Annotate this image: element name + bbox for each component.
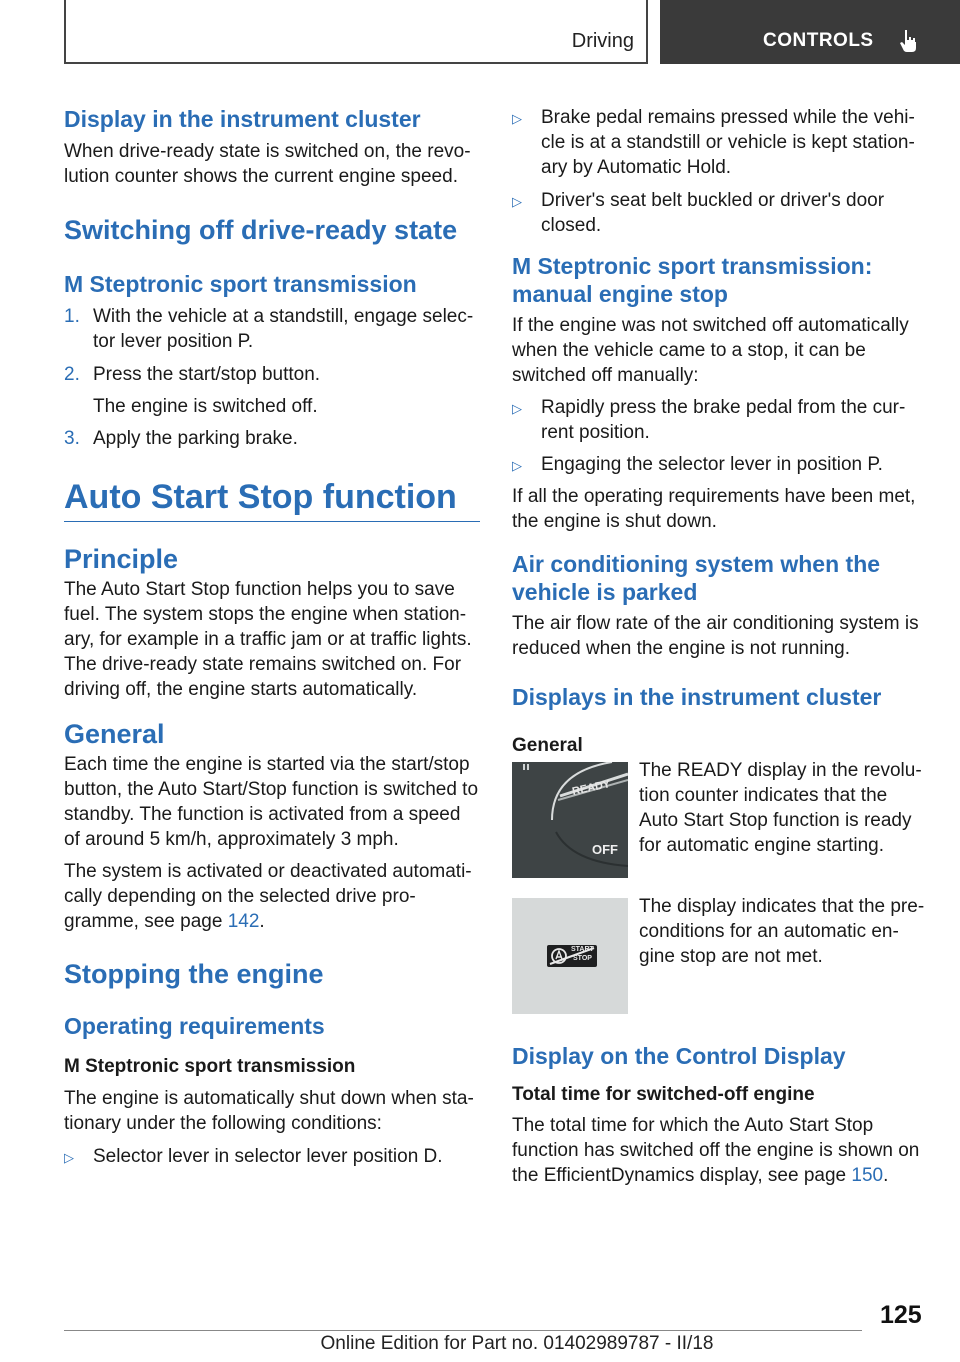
stop-label: STOP (573, 955, 592, 962)
opreq-bullets-cont (512, 105, 930, 238)
paragraph-manual: If the engine was not switched off automatically when the vehicle came to a stop, it can be switched off manually: (512, 315, 909, 386)
triangle-bullet-icon: ▷ (64, 1150, 74, 1165)
figure-ready-text: The READY display in the revolu-tion counter indicates that the Auto Start Stop function is ready for automatic engine starting. (639, 760, 922, 856)
steps-list (64, 304, 480, 451)
footer-rule (64, 1330, 862, 1331)
heading-aircon-parked: Air conditioning system when the vehicle is parked (512, 551, 881, 605)
figure-ready-display (512, 762, 930, 878)
list-item: The engine is switched off. (93, 396, 318, 417)
revolution-counter-icon (512, 762, 628, 878)
paragraph-manual-2: If all the operating requirements have been met, the engine is shut down. (512, 486, 916, 532)
paragraph-general-2: The system is activated or deactivated automati-cally depending on the selected drive pro-gramme, see page 142. (64, 861, 472, 932)
list-item: ▷ Engaging the selector lever in position P. (512, 452, 930, 477)
heading-display-instrument-cluster: Display in the instrument cluster (64, 106, 421, 132)
paragraph-principle: The Auto Start Stop function helps you to save fuel. The system stops the engine when station-ary, for example in a traffic jam or at traffic lights. The drive-ready state remains switched on. For driving off, the engine starts automatically. (64, 579, 472, 700)
list-item: ▷ Rapidly press the brake pedal from the cur-rent position. (512, 397, 906, 443)
triangle-bullet-icon: ▷ (512, 194, 522, 209)
heading-msport: M Steptronic sport transmission (64, 271, 417, 297)
ready-label: READY (571, 778, 612, 798)
footer-edition-wrap (0, 1333, 960, 1355)
page-link-150[interactable]: 150 (851, 1165, 884, 1186)
subheading-general: General (512, 735, 583, 756)
paragraph-display: When drive-ready state is switched on, the revo-lution counter shows the current engine speed. (64, 141, 471, 187)
header-section-title: Driving (571, 30, 634, 52)
subheading-msport: M Steptronic sport transmission (64, 1056, 356, 1077)
heading-manual-engine-stop: M Steptronic sport transmission: manual engine stop (512, 253, 873, 307)
triangle-bullet-icon: ▷ (512, 458, 522, 473)
figure-not-met-display (512, 898, 930, 1014)
off-label: OFF (592, 842, 618, 857)
triangle-bullet-icon: ▷ (512, 111, 522, 126)
opreq-bullets (64, 1144, 480, 1169)
footer-edition: Online Edition for Part no. 01402989787 - II/18 (320, 1333, 714, 1354)
page-number: 125 (880, 1301, 922, 1329)
steering-hand-icon (896, 28, 920, 54)
subheading-total-time: Total time for switched-off engine (512, 1084, 815, 1105)
heading-auto-start-stop: Auto Start Stop function (64, 478, 457, 516)
paragraph-opreq: The engine is automatically shut down when sta-tionary under the following conditions: (64, 1088, 474, 1134)
start-label: START (571, 946, 594, 953)
heading-operating-requirements: Operating requirements (64, 1013, 325, 1039)
list-item: 1. With the vehicle at a standstill, engage selec-tor lever position P. (64, 306, 474, 352)
page-link-142[interactable]: 142 (227, 911, 260, 932)
heading-control-display: Display on the Control Display (512, 1043, 846, 1069)
manual-bullets (512, 395, 930, 477)
heading-stopping-engine: Stopping the engine (64, 959, 324, 989)
triangle-bullet-icon: ▷ (512, 401, 522, 416)
heading-switching-off: Switching off drive-ready state (64, 215, 458, 245)
heading-principle: Principle (64, 544, 179, 574)
auto-start-stop-crossed-icon (512, 898, 628, 1014)
heading-displays-instrument-cluster: Displays in the instrument cluster (512, 684, 882, 710)
figure-not-met-text: The display indicates that the pre-conditions for an automatic en-gine stop are not met. (639, 896, 925, 967)
list-item: ▷ Selector lever in selector lever position D. (64, 1144, 480, 1169)
header-chapter-title: CONTROLS (763, 30, 874, 51)
list-item: ▷ Driver's seat belt buckled or driver's door closed. (512, 190, 885, 236)
header-left-frame (64, 0, 648, 64)
paragraph-aircon: The air flow rate of the air conditioning system is reduced when the engine is not running. (512, 613, 919, 659)
heading-rule (64, 521, 480, 522)
paragraph-total-time: The total time for which the Auto Start Stop function has switched off the engine is shown on the EfficientDynamics display, see page 150. (512, 1115, 920, 1186)
paragraph-general-1: Each time the engine is started via the start/stop button, the Auto Start/Stop function is switched to standby. The function is activated from a speed of around 5 km/h, approximately 3 mph. (64, 754, 479, 850)
left-column (64, 100, 480, 1169)
list-item: 2. Press the start/stop button. (64, 364, 321, 385)
heading-general: General (64, 719, 165, 749)
not-met-display-image (512, 898, 628, 1014)
ready-display-image (512, 762, 628, 878)
list-item: 3. Apply the parking brake. (64, 428, 298, 449)
right-column (512, 100, 930, 1188)
list-item: ▷ Brake pedal remains pressed while the vehi-cle is at a standstill or vehicle is kept station-ary by Automatic Hold. (512, 107, 915, 178)
